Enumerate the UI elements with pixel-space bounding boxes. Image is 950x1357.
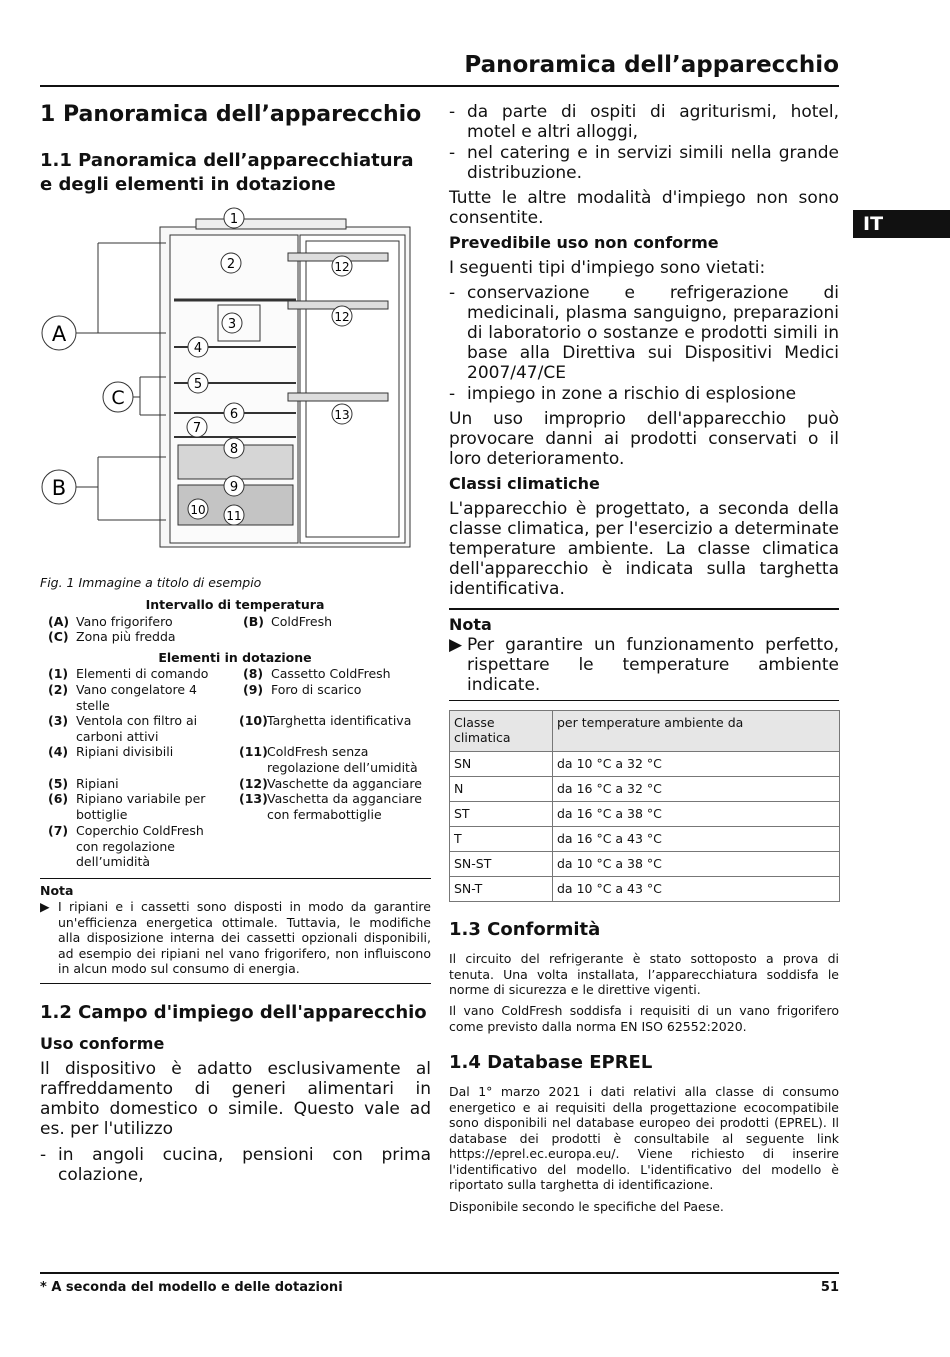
footer-note: * A seconda del modello e delle dotazioni — [40, 1280, 343, 1295]
climate-text: L'apparecchio è progettato, a seconda della classe climatica, per l'esercizio a determinate temperature ambiente. La classe climatica dell'apparecchio è indicata sulla targhetta identificativa. — [449, 499, 839, 599]
list-item: - in angoli cucina, pensioni con prima colazione, — [40, 1145, 431, 1185]
legend-item-2: (2) Vano congelatore 4 stelle — [48, 682, 198, 713]
table-row: SN da 10 °C a 32 °C — [450, 752, 840, 777]
language-tab: IT — [853, 210, 950, 238]
arrow-icon: ▶ — [449, 635, 463, 655]
conformity-text-1: Il circuito del refrigerante è stato sottoposto a prova di tenuta. Una volta installata, l’apparecchiatura soddisfa le norme di sicurezza e le direttive vigenti. — [449, 951, 839, 997]
header-rule — [40, 85, 839, 87]
table-row: SN-ST da 10 °C a 38 °C — [450, 852, 840, 877]
eprel-text: Dal 1° marzo 2021 i dati relativi alla classe di consumo energetico e ai requisiti della progettazione ecocompatibile sono disponibili nel database europeo dei prodotti (EPREL). Il database dei prodotti è consultabile al seguente link https://eprel.ec.europa.eu/. Viene richiesto di inserire l'identificativo del modello. L'identificativo del modello è riportato sulla targhetta di identificazione. — [449, 1084, 839, 1192]
list-item: - da parte di ospiti di agriturismi, hotel, motel e altri alloggi, — [449, 102, 839, 142]
section-1-3-title: 1.3 Conformità — [449, 919, 601, 940]
section-1-2-title: 1.2 Campo d'impiego dell'apparecchio — [40, 1002, 427, 1023]
nota1-rule-top — [40, 878, 431, 879]
legend-item-1: (1) Elementi di comando — [48, 666, 209, 681]
table-header-class: Classe climatica — [450, 711, 553, 752]
damage-text: Un uso improprio dell'apparecchio può provocare danni ai prodotti conservati o il loro deterioramento. — [449, 409, 839, 469]
climate-table — [449, 710, 840, 902]
uso-conforme-text: Il dispositivo è adatto esclusivamente al raffreddamento di generi alimentari in ambito domestico o simile. Questo vale ad es. per l'utilizzo — [40, 1059, 431, 1139]
callout-5: 5 — [193, 377, 203, 392]
table-row: T da 16 °C a 43 °C — [450, 827, 840, 852]
legend-item-8: (8) Cassetto ColdFresh — [243, 666, 391, 681]
legend1-title: Intervallo di temperatura — [145, 597, 325, 612]
legend-item-7: (7) Coperchio ColdFresh con regolazione dell’umidità — [48, 823, 204, 869]
callout-11: 11 — [226, 509, 242, 523]
page-number: 51 — [820, 1280, 839, 1295]
climate-heading: Classi climatiche — [449, 474, 600, 493]
table-row: SN-T da 10 °C a 43 °C — [450, 877, 840, 902]
legend-item-10: (10) Targhetta identificativa — [239, 713, 412, 728]
callout-3: 3 — [227, 317, 237, 332]
table-row: ST da 16 °C a 38 °C — [450, 802, 840, 827]
callout-10: 10 — [190, 503, 206, 517]
section-1-4-title: 1.4 Database EPREL — [449, 1052, 653, 1073]
uso-conforme-heading: Uso conforme — [40, 1034, 165, 1053]
arrow-icon: ▶ — [40, 899, 50, 914]
table-header-range: per temperature ambiente da — [553, 711, 840, 752]
legend2-title: Elementi in dotazione — [158, 650, 312, 665]
nota2-rule-bottom — [449, 700, 839, 701]
legend-item-4: (4) Ripiani divisibili — [48, 744, 174, 759]
section-1-title: 1 Panoramica dell’apparecchio — [40, 102, 422, 127]
callout-6: 6 — [229, 407, 239, 422]
callout-8: 8 — [229, 442, 239, 457]
callout-12b: 12 — [334, 310, 350, 324]
nota2-rule-top — [449, 608, 839, 610]
nota2-body: ▶ Per garantire un funzionamento perfetto, rispettare le temperature ambiente indicate. — [449, 635, 839, 695]
legend-item-3: (3) Ventola con filtro ai carboni attivi — [48, 713, 198, 744]
legend-item-C: (C) Zona più fredda — [48, 629, 176, 644]
callout-9: 9 — [229, 480, 239, 495]
legend-item-B: (B) ColdFresh — [243, 614, 333, 629]
appliance-figure — [38, 205, 418, 570]
legend-item-A: (A) Vano frigorifero — [48, 614, 173, 629]
running-header: Panoramica dell’apparecchio — [464, 52, 839, 78]
callout-7: 7 — [192, 421, 202, 436]
list-item: - impiego in zone a rischio di esplosione — [449, 384, 797, 404]
callout-12a: 12 — [334, 260, 350, 274]
nota2-title: Nota — [449, 615, 492, 634]
other-uses-text: Tutte le altre modalità d'impiego non sono consentite. — [449, 188, 839, 228]
table-row: N da 16 °C a 32 °C — [450, 777, 840, 802]
callout-C: C — [111, 387, 125, 409]
callout-4: 4 — [193, 341, 203, 356]
misuse-heading: Prevedibile uso non conforme — [449, 233, 719, 252]
footer-rule — [40, 1272, 839, 1274]
legend-item-12: (12) Vaschette da agganciare — [239, 776, 422, 791]
section-1-1-title: 1.1 Panoramica dell’apparecchiatura e degli elementi in dotazione — [40, 150, 414, 195]
conformity-text-2: Il vano ColdFresh soddisfa i requisiti di un vano frigorifero come previsto dalla norma EN ISO 62552:2020. — [449, 1003, 839, 1034]
list-item: - conservazione e refrigerazione di medicinali, plasma sanguigno, preparazioni di laboratorio o sostanze e prodotti simili in base alla Direttiva sui Dispositivi Medici 2007/47/CE — [449, 283, 839, 383]
legend-item-13: (13) Vaschetta da agganciare con fermabottiglie — [239, 791, 422, 822]
nota1-rule-bottom — [40, 983, 431, 984]
forbidden-intro: I seguenti tipi d'impiego sono vietati: — [449, 258, 766, 278]
eprel-country-text: Disponibile secondo le specifiche del Paese. — [449, 1199, 724, 1214]
callout-13: 13 — [334, 408, 350, 422]
callout-2: 2 — [226, 257, 236, 272]
callout-B: B — [51, 476, 67, 500]
figure-caption: Fig. 1 Immagine a titolo di esempio — [40, 575, 262, 590]
callout-1: 1 — [229, 212, 239, 227]
legend-item-6: (6) Ripiano variabile per bottiglie — [48, 791, 206, 822]
nota1-title: Nota — [40, 883, 74, 898]
legend-item-9: (9) Foro di scarico — [243, 682, 362, 697]
list-item: - nel catering e in servizi simili nella grande distribuzione. — [449, 143, 839, 183]
callout-A: A — [51, 322, 67, 346]
legend-item-5: (5) Ripiani — [48, 776, 119, 791]
legend-item-11: (11) ColdFresh senza regolazione dell’umidità — [239, 744, 418, 775]
nota1-body: ▶ I ripiani e i cassetti sono disposti in modo da garantire un'efficienza energetica ottimale. Tuttavia, le modifiche alla disposizione interna dei cassetti opzionali disponibili, ad esempio dei ripiani nel vano frigorifero, non influiscono in alcun modo sul consumo di energia. — [40, 899, 431, 976]
